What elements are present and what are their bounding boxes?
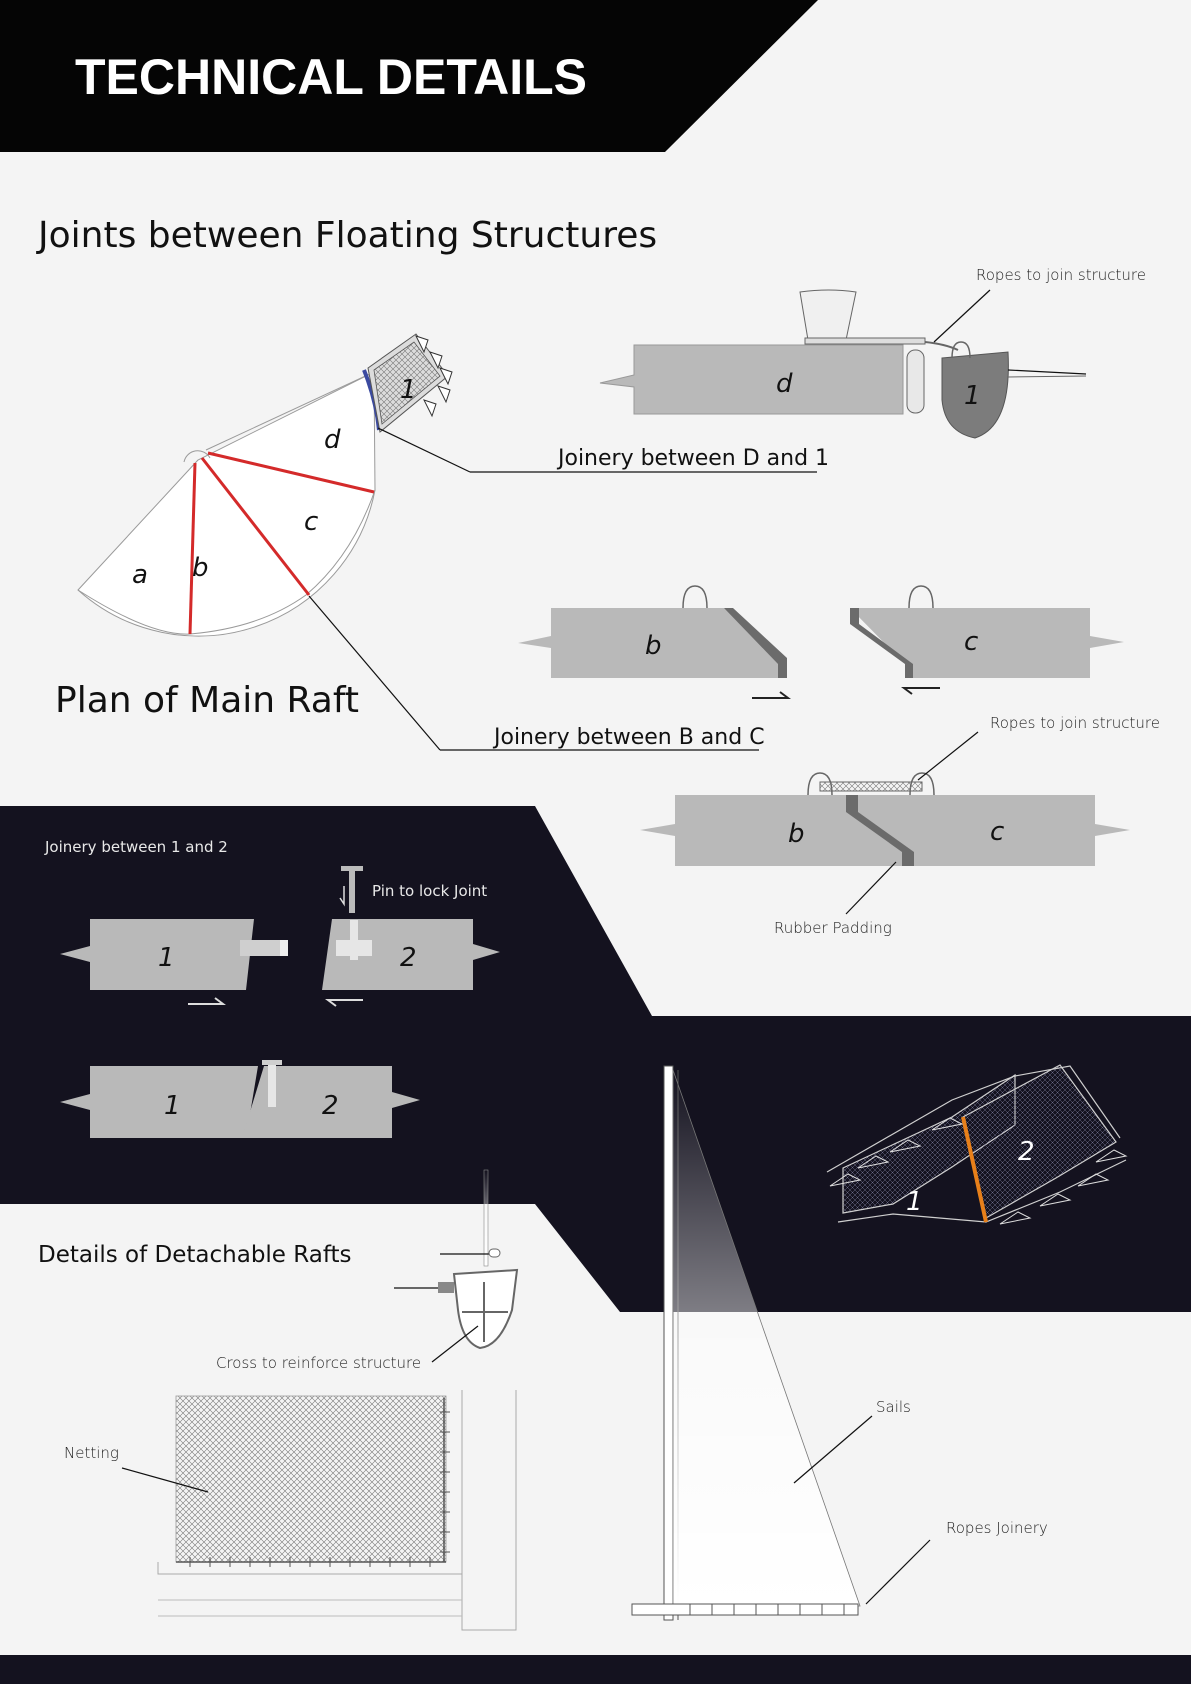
boom (632, 1604, 858, 1615)
label-rubber-padding: Rubber Padding (774, 919, 892, 937)
detail-joinery-d1 (378, 266, 1146, 472)
raft-fan-outline (78, 372, 375, 636)
plan-label-c: c (304, 507, 319, 537)
label-netting: Netting (64, 1444, 119, 1462)
plank-c-open (850, 608, 1124, 678)
block-label-c-closed: c (990, 817, 1005, 847)
header-banner (0, 0, 818, 152)
block-label-1-open: 1 (158, 943, 175, 973)
label-joinery-d1: Joinery between D and 1 (558, 446, 830, 471)
label-sails: Sails (876, 1398, 911, 1416)
block-label-b-open: b (645, 631, 662, 661)
rope-coil (820, 782, 922, 791)
plank-d (600, 345, 903, 414)
label-ropes-d1: Ropes to join structure (976, 266, 1146, 284)
label-joinery-12: Joinery between 1 and 2 (45, 838, 228, 856)
section-heading-detachable: Details of Detachable Rafts (38, 1242, 352, 1268)
netting-panel (176, 1396, 446, 1562)
plank-bc-joined (640, 795, 1130, 866)
axo-label-1: 1 (906, 1187, 923, 1217)
mast (664, 1066, 673, 1620)
plan-title: Plan of Main Raft (55, 680, 359, 721)
label-cross: Cross to reinforce structure (216, 1354, 422, 1372)
section-heading-joints: Joints between Floating Structures (38, 215, 658, 256)
dark-band (0, 806, 1191, 1312)
axo-label-2: 2 (1018, 1137, 1035, 1167)
label-joinery-bc: Joinery between B and C (494, 725, 765, 750)
block-label-2-closed: 2 (322, 1091, 339, 1121)
block-label-c-open: c (964, 627, 979, 657)
block-label-1-closed: 1 (164, 1091, 181, 1121)
block-label-1: 1 (964, 381, 981, 411)
plan-label-1: 1 (400, 375, 417, 405)
label-ropes-bc: Ropes to join structure (990, 714, 1160, 732)
block-label-d: d (776, 369, 793, 399)
plan-main-raft (55, 334, 452, 721)
block-label-b-closed: b (788, 819, 805, 849)
float-section (454, 1270, 517, 1348)
plan-label-b: b (192, 553, 209, 583)
plan-label-d: d (324, 425, 341, 455)
page-title: TECHNICAL DETAILS (75, 49, 588, 105)
footer-band (0, 1655, 1191, 1684)
block-label-2-open: 2 (400, 943, 417, 973)
label-pin: Pin to lock Joint (372, 882, 488, 900)
label-ropes-joinery: Ropes Joinery (946, 1519, 1048, 1537)
plan-label-a: a (132, 560, 148, 590)
